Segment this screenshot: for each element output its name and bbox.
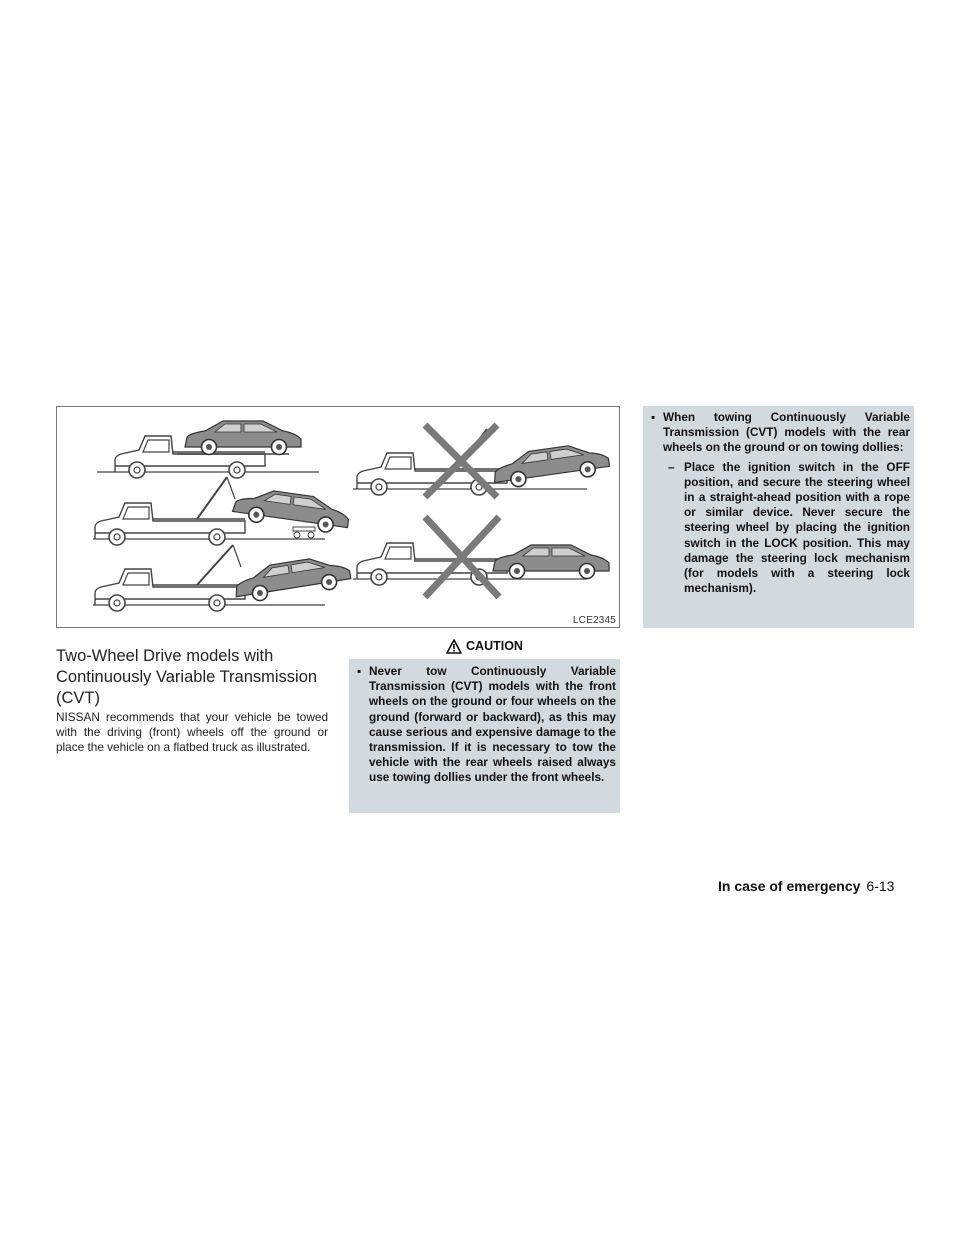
dash-icon: – <box>668 459 675 474</box>
right-column-box <box>643 406 914 628</box>
page-number: 6-13 <box>866 878 895 894</box>
list-item-text: When towing Continuously Variable Transmission (CVT) models with the rear wheels on the ground or on towing dollies: <box>663 410 910 455</box>
right-column-body <box>651 410 910 596</box>
sub-list-item <box>651 460 910 597</box>
bullet-icon: ▪ <box>357 664 362 678</box>
figure-code: LCE2345 <box>572 615 616 626</box>
page-footer <box>718 878 918 894</box>
sub-list-item-text: Place the ignition switch in the OFF position, and secure the steering wheel in a straight-ahead position with a rope or similar device. Never secure the steering wheel by placing the ignition switch in the LOCK position. This may damage the steering lock mechanism (for models with a steering lock mechanism). <box>684 459 910 596</box>
caution-box <box>349 633 620 813</box>
warning-triangle-icon <box>446 639 462 654</box>
caution-item-text: Never tow Continuously Variable Transmission (CVT) models with the front wheels on the ground or four wheels on the ground (forward or backward), as this may cause serious and expensive damage to the transmission. If it is necessary to tow the vehicle with the rear wheels raised always use towing dollies under the front wheels. <box>369 664 616 785</box>
footer-section: In case of emergency <box>718 878 861 894</box>
list-item <box>651 410 910 456</box>
caution-item <box>357 664 616 786</box>
towing-diagram <box>57 407 619 627</box>
caution-body <box>357 664 616 786</box>
bullet-icon: ▪ <box>651 410 656 424</box>
section-heading: Two-Wheel Drive models with Continuously Variable Transmission (CVT) <box>56 646 318 707</box>
caution-header <box>349 633 620 659</box>
section-body: NISSAN recommends that your vehicle be towed with the driving (front) wheels off the ground or place the vehicle on a flatbed truck as illustrated. <box>56 709 328 755</box>
towing-illustration <box>56 406 620 628</box>
caution-title: CAUTION <box>466 639 523 653</box>
